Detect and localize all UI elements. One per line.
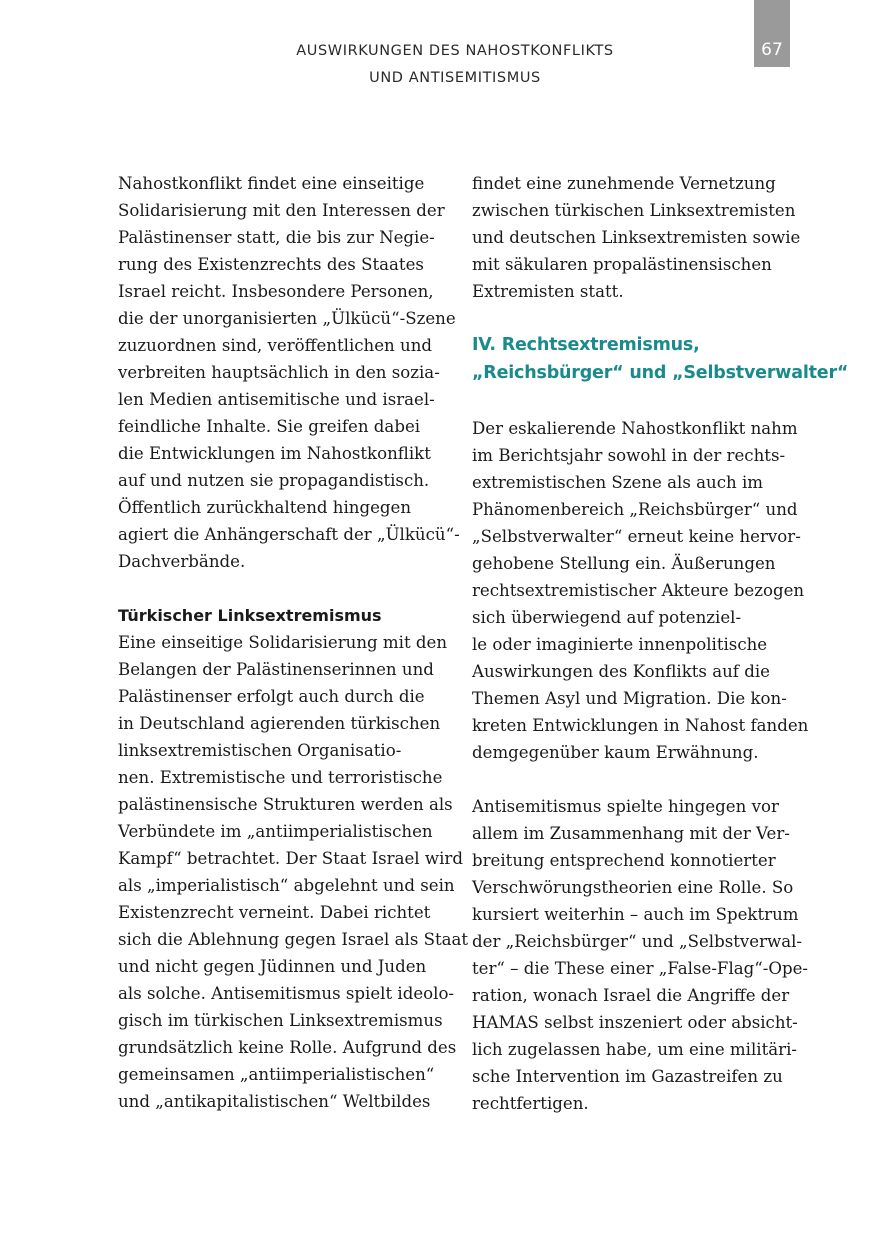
- paragraph-gap: [472, 305, 797, 332]
- text-line: nen. Extremistische und terroristische: [118, 768, 443, 787]
- text-line: gemeinsamen „antiimperialistischen“: [118, 1065, 435, 1084]
- header-title-line-2: UND ANTISEMITISMUS: [369, 70, 541, 86]
- text-line: zuzuordnen sind, veröffentlichen und: [118, 336, 433, 355]
- subheading-tuerkischer-linksextremismus: Türkischer Linksextremismus: [118, 606, 382, 625]
- text-line: Antisemitismus spielte hingegen vor: [472, 797, 779, 816]
- section-heading-line-2: „Reichsbürger“ und „Selbstverwalter“: [472, 363, 849, 383]
- text-line: Verschwörungstheorien eine Rolle. So: [472, 878, 794, 897]
- text-line: HAMAS selbst inszeniert oder absicht-: [472, 1013, 798, 1032]
- text-line: rechtfertigen.: [472, 1094, 589, 1113]
- text-line: sich überwiegend auf potenziel-: [472, 608, 742, 627]
- text-line: agiert die Anhängerschaft der „Ülkücü“-: [118, 525, 460, 544]
- text-line: extremistischen Szene als auch im: [472, 473, 763, 492]
- text-line: in Deutschland agierenden türkischen: [118, 714, 441, 733]
- text-line: Auswirkungen des Konflikts auf die: [472, 662, 770, 681]
- text-line: ter“ – die These einer „False-Flag“-Ope-: [472, 959, 809, 978]
- text-line: rechtsextremistischer Akteure bezogen: [472, 581, 805, 600]
- text-line: Extremisten statt.: [472, 282, 624, 301]
- text-line: rung des Existenzrechts des Staates: [118, 255, 424, 274]
- text-line: als solche. Antisemitismus spielt ideolo-: [118, 984, 455, 1003]
- right-paragraph-1: [472, 170, 801, 305]
- text-line: ration, wonach Israel die Angriffe der: [472, 986, 790, 1005]
- left-column: [118, 170, 469, 1115]
- text-line: gisch im türkischen Linksextremismus: [118, 1011, 443, 1030]
- text-line: und nicht gegen Jüdinnen und Juden: [118, 957, 427, 976]
- text-line: le oder imaginierte innenpolitische: [472, 635, 768, 654]
- page-number: 67: [761, 40, 783, 60]
- text-line: die Entwicklungen im Nahostkonflikt: [118, 444, 431, 463]
- text-line: Nahostkonflikt findet eine einseitige: [118, 174, 425, 193]
- text-line: findet eine zunehmende Vernetzung: [472, 174, 776, 193]
- text-line: und deutschen Linksextremisten sowie: [472, 228, 801, 247]
- text-line: Dachverbände.: [118, 552, 246, 571]
- text-line: Kampf“ betrachtet. Der Staat Israel wird: [118, 849, 463, 868]
- text-line: als „imperialistisch“ abgelehnt und sein: [118, 876, 455, 895]
- text-line: Eine einseitige Solidarisierung mit den: [118, 633, 448, 652]
- text-line: auf und nutzen sie propagandistisch.: [118, 471, 430, 490]
- text-line: Palästinenser erfolgt auch durch die: [118, 687, 425, 706]
- text-line: grundsätzlich keine Rolle. Aufgrund des: [118, 1038, 457, 1057]
- header-title-line-1: AUSWIRKUNGEN DES NAHOSTKONFLIKTS: [296, 43, 614, 59]
- paragraph-gap: [118, 575, 443, 602]
- text-line: Solidarisierung mit den Interessen der: [118, 201, 445, 220]
- text-line: breitung entsprechend konnotierter: [472, 851, 776, 870]
- text-line: im Berichtsjahr sowohl in der rechts-: [472, 446, 786, 465]
- text-line: Palästinenser statt, die bis zur Negie-: [118, 228, 435, 247]
- text-line: mit säkularen propalästinensischen: [472, 255, 772, 274]
- text-line: Belangen der Palästinenserinnen und: [118, 660, 434, 679]
- text-line: verbreiten hauptsächlich in den sozia-: [118, 363, 440, 382]
- paragraph-gap: [472, 388, 797, 415]
- text-line: und „antikapitalistischen“ Weltbildes: [118, 1092, 431, 1111]
- text-line: Öffentlich zurückhaltend hingegen: [118, 498, 412, 517]
- text-line: Verbündete im „antiimperialistischen: [118, 822, 433, 841]
- text-line: kursiert weiterhin – auch im Spektrum: [472, 905, 799, 924]
- text-line: Existenzrecht verneint. Dabei richtet: [118, 903, 431, 922]
- text-line: der „Reichsbürger“ und „Selbstverwal-: [472, 932, 803, 951]
- text-line: Israel reicht. Insbesondere Personen,: [118, 282, 434, 301]
- text-line: sich die Ablehnung gegen Israel als Staat: [118, 930, 469, 949]
- text-line: Der eskalierende Nahostkonflikt nahm: [472, 419, 798, 438]
- text-line: Phänomenbereich „Reichsbürger“ und: [472, 500, 798, 519]
- right-column: [472, 170, 849, 1117]
- page-number-tab: [754, 0, 790, 67]
- text-line: lich zugelassen habe, um eine militäri-: [472, 1040, 797, 1059]
- right-paragraph-2: [472, 415, 809, 766]
- paragraph-gap: [472, 766, 797, 793]
- text-line: die der unorganisierten „Ülkücü“-Szene: [118, 309, 456, 328]
- text-line: feindliche Inhalte. Sie greifen dabei: [118, 417, 421, 436]
- text-line: zwischen türkischen Linksextremisten: [472, 201, 796, 220]
- text-line: len Medien antisemitische und israel-: [118, 390, 435, 409]
- text-line: kreten Entwicklungen in Nahost fanden: [472, 716, 809, 735]
- text-line: „Selbstverwalter“ erneut keine hervor-: [472, 527, 801, 546]
- right-paragraph-3: [472, 793, 809, 1117]
- text-line: allem im Zusammenhang mit der Ver-: [472, 824, 790, 843]
- left-paragraph-2: [118, 629, 469, 1115]
- text-line: gehobene Stellung ein. Äußerungen: [472, 554, 776, 573]
- text-line: sche Intervention im Gazastreifen zu: [472, 1067, 783, 1086]
- running-header: [230, 38, 680, 92]
- section-heading-line-1: IV. Rechtsextremismus,: [472, 335, 700, 355]
- text-line: Themen Asyl und Migration. Die kon-: [472, 689, 787, 708]
- left-paragraph-1: [118, 170, 460, 575]
- text-line: palästinensische Strukturen werden als: [118, 795, 453, 814]
- text-line: linksextremistischen Organisatio-: [118, 741, 402, 760]
- text-line: demgegenüber kaum Erwähnung.: [472, 743, 759, 762]
